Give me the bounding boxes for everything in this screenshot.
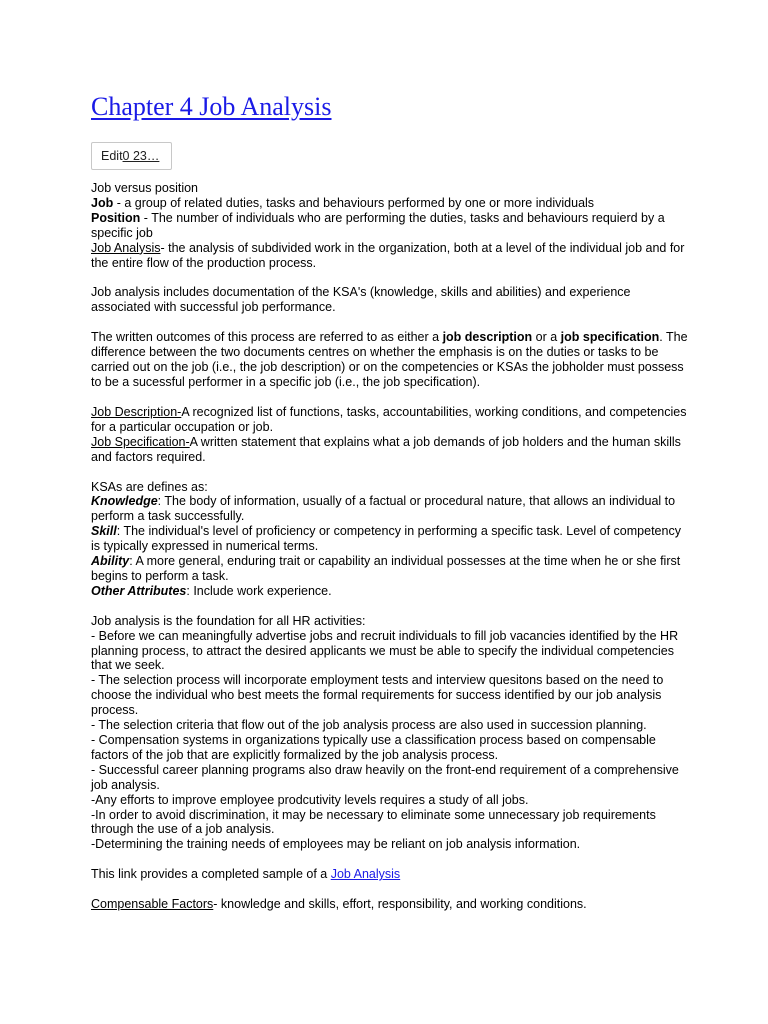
outcomes-paragraph: [91, 330, 691, 390]
foundation-heading: Job analysis is the foundation for all HR activities:: [91, 613, 366, 628]
list-item: -Determining the training needs of employees may be reliant on job analysis information.: [91, 837, 581, 852]
page-title[interactable]: Chapter 4 Job Analysis: [91, 92, 332, 121]
ability-definition: [91, 554, 691, 584]
other-attributes-text: : Include work experience.: [186, 583, 332, 598]
edit-label: Edit: [101, 149, 123, 163]
knowledge-term: Knowledge: [91, 494, 158, 509]
list-item: -In order to avoid discrimination, it may be necessary to eliminate some unnecessary job requirements through the use of a job analysis.: [91, 807, 656, 837]
knowledge-text: : The body of information, usually of a factual or procedural nature, that allows an individual to perform a task successfully.: [91, 494, 676, 524]
skill-term: Skill: [91, 524, 117, 539]
ksas-heading: KSAs are defines as:: [91, 479, 208, 494]
ability-text: : A more general, enduring trait or capability an individual possesses at the time when he or she first begins to perform a task.: [91, 554, 681, 583]
job-specification-definition: [91, 435, 691, 465]
other-attributes-definition: [91, 584, 691, 599]
ksa-paragraph: Job analysis includes documentation of the KSA's (knowledge, skills and abilities) and experience associated with successful job performance.: [91, 285, 631, 315]
document-body: [91, 181, 691, 912]
job-specification-label: Job Specification-: [91, 434, 190, 449]
ability-term: Ability: [91, 554, 130, 569]
sample-link-pre: This link provides a completed sample of a: [91, 867, 331, 882]
job-analysis-term: Job Analysis: [91, 240, 161, 255]
job-specification-term: job specification: [560, 330, 660, 345]
job-description-definition: [91, 405, 691, 435]
edit-button[interactable]: [91, 142, 172, 170]
job-def-text: - a group of related duties, tasks and behaviours performed by one or more individuals: [113, 195, 595, 210]
skill-text: : The individual's level of proficiency or competency in performing a specific task. Level of competency is typically expressed in numerical terms.: [91, 524, 681, 554]
job-analysis-definition: [91, 241, 691, 271]
list-item: - The selection criteria that flow out of the job analysis process are also used in succession planning.: [91, 718, 647, 733]
position-def-text: - The number of individuals who are performing the duties, tasks and behaviours requierd by a specific job: [91, 210, 665, 240]
edit-count[interactable]: 0 23…: [122, 149, 160, 163]
job-description-term: job description: [442, 330, 533, 345]
outcomes-post: . The difference between the two documents centres on whether the emphasis is on the duties or tasks to be carried out on the job (i.e., the job description) or on the competencies or KSAs the jobholder must possess to be a sucessful performer in a specific job (i.e., the job specification).: [91, 330, 688, 389]
knowledge-definition: [91, 494, 691, 524]
position-definition: [91, 211, 691, 241]
job-specification-text: A written statement that explains what a job demands of job holders and the human skills and factors required.: [91, 434, 681, 464]
list-item: -Any efforts to improve employee prodcutivity levels requires a study of all jobs.: [91, 792, 529, 807]
compensable-factors-text: - knowledge and skills, effort, responsibility, and working conditions.: [213, 897, 587, 912]
job-analysis-link[interactable]: Job Analysis: [330, 867, 401, 882]
job-description-text: A recognized list of functions, tasks, accountabilities, working conditions, and competencies for a particular occupation or job.: [91, 404, 687, 434]
outcomes-pre: The written outcomes of this process are referred to as either a: [91, 330, 443, 345]
list-item: - Compensation systems in organizations typically use a classification process based on compensable factors of the job that are explicitly formalized by the job analysis process.: [91, 733, 656, 762]
outcomes-mid: or a: [532, 330, 561, 345]
job-term: Job: [91, 195, 114, 210]
job-description-label: Job Description-: [91, 404, 182, 419]
job-analysis-def-text: - the analysis of subdivided work in the organization, both at a level of the individual job and for the entire flow of the production process.: [91, 240, 685, 270]
sample-link-line: [91, 867, 691, 882]
list-item: - Before we can meaningfully advertise jobs and recruit individuals to fill job vacancies identified by the HR planning process, to attract the desired applicants we must be able to specify the individual competencies that we seek.: [91, 628, 679, 673]
intro-heading: Job versus position: [91, 181, 199, 195]
position-term: Position: [91, 210, 141, 225]
other-attributes-term: Other Attributes: [91, 583, 187, 598]
list-item: - Successful career planning programs also draw heavily on the front-end requirement of a comprehensive job analysis.: [91, 762, 679, 792]
compensable-factors-term: Compensable Factors: [91, 897, 214, 912]
list-item: - The selection process will incorporate employment tests and interview quesitons based on the need to choose the individual who best meets the formal requirements for success identified by our job analysis process.: [91, 673, 664, 718]
job-definition: [91, 196, 691, 211]
compensable-factors-line: [91, 897, 691, 912]
skill-definition: [91, 524, 691, 554]
